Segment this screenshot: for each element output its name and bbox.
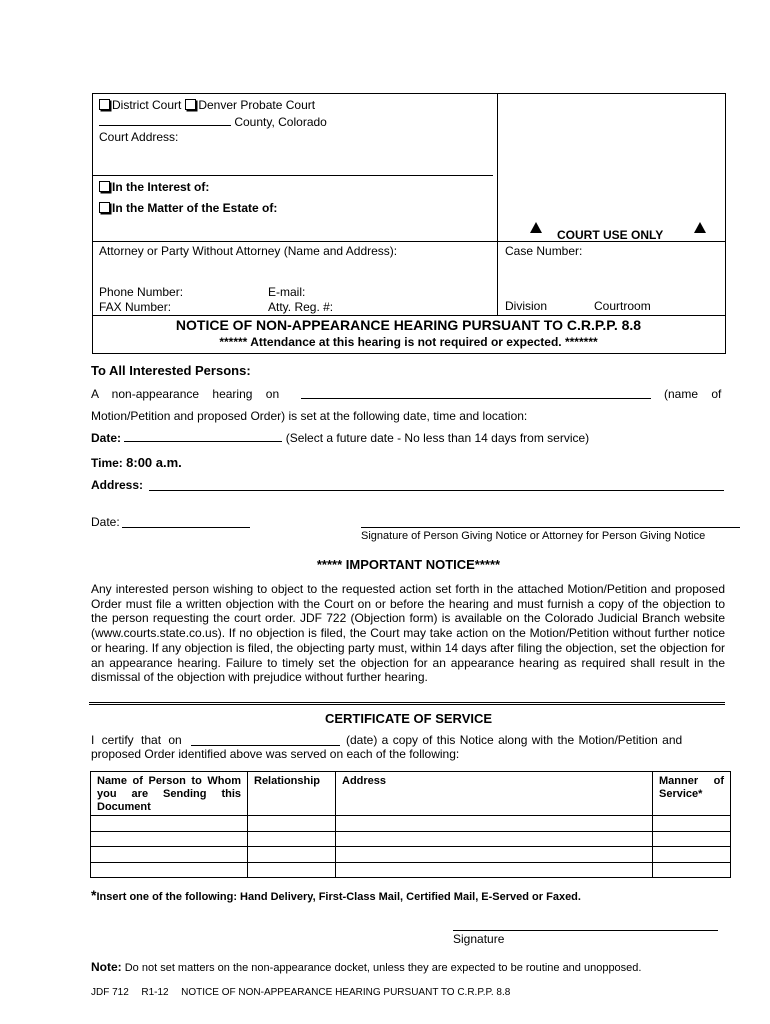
hearing-prefix: A non-appearance hearing on [91,387,280,401]
fax-label: FAX Number: [99,300,172,314]
table-header-relationship: Relationship [248,772,336,816]
time-label: Time: [91,456,123,470]
insert-note-text: Insert one of the following: Hand Delivery, First-Class Mail, Certified Mail, E-Served or Faxed. [96,891,581,903]
court-address-label: Court Address: [99,130,179,144]
important-body: Any interested person wishing to object to the requested action set forth in the attached Motion/Petition and proposed Order must file a written objection with the Court on or before the hearing and must furnish a copy of the objection to the person requesting the court order. JDF 722 (Objection form) is available on the Colorado Judicial Branch website (www.courts.state.co.us). If no objection is filed, the Court may take action on the Motion/Petition without further notice or hearing. If any objection is filed, the objecting party must, within 14 days after filing the objection, set the objection for an appearance hearing. Failure to timely set the objection for an appearance hearing as required shall result in the dismissal of the objection with prejudice without further hearing. [91,582,725,685]
address-label: Address: [91,478,144,492]
county-input[interactable] [99,115,231,126]
certify-line2: proposed Order identified above was served on each of the following: [91,747,460,761]
table-row[interactable] [91,863,248,878]
court-options [99,98,315,112]
estate-of-label: In the Matter of the Estate of: [112,201,278,215]
table-row[interactable] [336,863,653,878]
court-use-only-label: COURT USE ONLY [557,228,664,242]
caption-divider-bottom [92,315,725,316]
service-table [90,771,731,878]
division-label: Division [505,299,548,313]
district-court-label: District Court [112,98,182,112]
time-row [91,455,182,470]
case-number-label: Case Number: [505,244,583,258]
form-title: NOTICE OF NON-APPEARANCE HEARING PURSUANT TO C.R.P.P. 8.8 [175,317,642,333]
county-line [99,115,327,129]
email-label: E-mail: [268,285,306,299]
table-row[interactable] [248,816,336,832]
county-suffix: County, Colorado [234,115,327,129]
date-label: Date: [91,431,122,445]
certify-suffix: (date) a copy of this Notice along with the Motion/Petition and [346,733,683,747]
footer-form-title: NOTICE OF NON-APPEARANCE HEARING PURSUANT TO C.R.P.P. 8.8 [181,987,511,998]
certify-date-input[interactable] [191,733,340,746]
denver-probate-label: Denver Probate Court [198,98,316,112]
denver-probate-checkbox[interactable] [185,99,196,110]
phone-label: Phone Number: [99,285,184,299]
certificate-signature-line[interactable] [453,918,718,931]
motion-name-input[interactable] [301,386,651,399]
court-use-up-icon-right [694,222,706,236]
estate-of-row [99,201,277,215]
date2-label: Date: [91,515,120,529]
date-row [91,431,589,445]
footer [91,987,510,998]
interest-of-checkbox[interactable] [99,181,110,192]
caption-divider-vertical [497,93,498,315]
table-row[interactable] [248,847,336,863]
table-row[interactable] [653,816,731,832]
note-text: Do not set matters on the non-appearance docket, unless they are expected to be routine and unopposed. [124,962,642,974]
table-row[interactable] [91,847,248,863]
table-row[interactable] [336,816,653,832]
table-row[interactable] [248,863,336,878]
hearing-suffix: (name of [664,387,722,401]
date-hint: (Select a future date - No less than 14 days from service) [285,431,590,445]
time-value: 8:00 a.m. [126,455,182,470]
insert-asterisk: * [91,887,97,903]
table-row[interactable] [248,832,336,847]
courtroom-label: Courtroom [594,299,651,313]
district-court-checkbox[interactable] [99,99,110,110]
table-row[interactable] [336,847,653,863]
table-header-name: Name of Person to Whom you are Sending this Document [91,772,248,816]
important-heading: ***** IMPORTANT NOTICE***** [316,557,501,572]
court-use-up-icon-left [530,222,542,236]
table-header-manner: Manner of Service* [653,772,731,816]
table-row[interactable] [91,832,248,847]
date-input[interactable] [124,431,282,442]
notice-signature-line[interactable] [361,515,740,528]
note-label: Note: [91,960,122,974]
address-input[interactable] [149,478,724,491]
table-row[interactable] [91,816,248,832]
hearing-line2: Motion/Petition and proposed Order) is set at the following date, time and location: [91,409,528,423]
insert-note [91,887,581,903]
table-row[interactable] [653,863,731,878]
to-all-heading: To All Interested Persons: [91,363,251,378]
notice-signature-caption: Signature of Person Giving Notice or Attorney for Person Giving Notice [361,530,706,542]
attorney-label: Attorney or Party Without Attorney (Name and Address): [99,244,398,258]
section-divider [89,702,725,705]
estate-of-checkbox[interactable] [99,202,110,213]
certificate-signature-label: Signature [453,932,505,946]
table-row[interactable] [653,847,731,863]
interest-of-label: In the Interest of: [112,180,210,194]
date2-input[interactable] [122,515,250,528]
footer-form-id: JDF 712 [91,987,129,998]
caption-divider-left [92,175,493,176]
footer-revision: R1-12 [141,987,169,998]
note-row [91,960,641,974]
form-subtitle: ****** Attendance at this hearing is not required or expected. ******* [219,335,598,349]
table-row[interactable] [336,832,653,847]
atty-reg-label: Atty. Reg. #: [268,300,334,314]
certificate-heading: CERTIFICATE OF SERVICE [324,711,493,726]
certify-prefix: I certify that on [91,733,182,747]
table-header-address: Address [336,772,653,816]
interest-of-row [99,180,209,194]
table-row[interactable] [653,832,731,847]
